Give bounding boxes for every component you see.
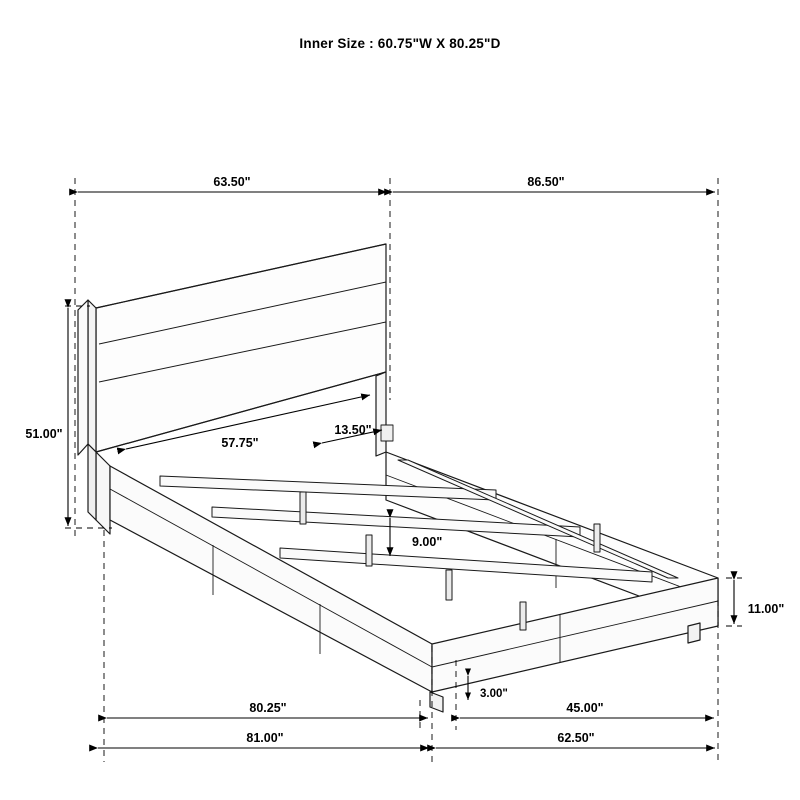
dimension-overall-depth [436, 731, 715, 748]
headboard-panel [96, 244, 386, 452]
dimension-label: 45.00" [566, 701, 604, 715]
dimension-rail-height [734, 580, 784, 624]
dimension-inner-length [107, 701, 428, 718]
bed-illustration [78, 244, 718, 712]
dimension-label: 13.50" [334, 423, 372, 437]
dimension-label: 86.50" [527, 175, 565, 189]
dimension-label: 80.25" [249, 701, 287, 715]
dimension-label: 81.00" [246, 731, 284, 745]
dimension-label: 57.75" [221, 436, 259, 450]
dimension-overall-length [98, 731, 429, 748]
dimension-label: 62.50" [557, 731, 595, 745]
left-side-rail [110, 466, 432, 692]
dimension-label: 9.00" [412, 535, 443, 549]
dimension-label: 63.50" [213, 175, 251, 189]
dimension-top-left-span [78, 175, 387, 192]
dimension-label: 3.00" [480, 688, 508, 700]
foot-rail [432, 578, 718, 692]
page-title: Inner Size : 60.75"W X 80.25"D [299, 36, 501, 51]
dimension-headboard-offset [322, 423, 382, 443]
dimension-label: 51.00" [25, 427, 63, 441]
dimension-top-right-span [393, 175, 715, 192]
dimension-label: 11.00" [747, 602, 785, 616]
dimension-right-inner-depth [460, 701, 714, 718]
headboard-edge [78, 300, 96, 455]
dimension-headboard-height [25, 308, 68, 526]
rail-bracket [381, 425, 393, 441]
